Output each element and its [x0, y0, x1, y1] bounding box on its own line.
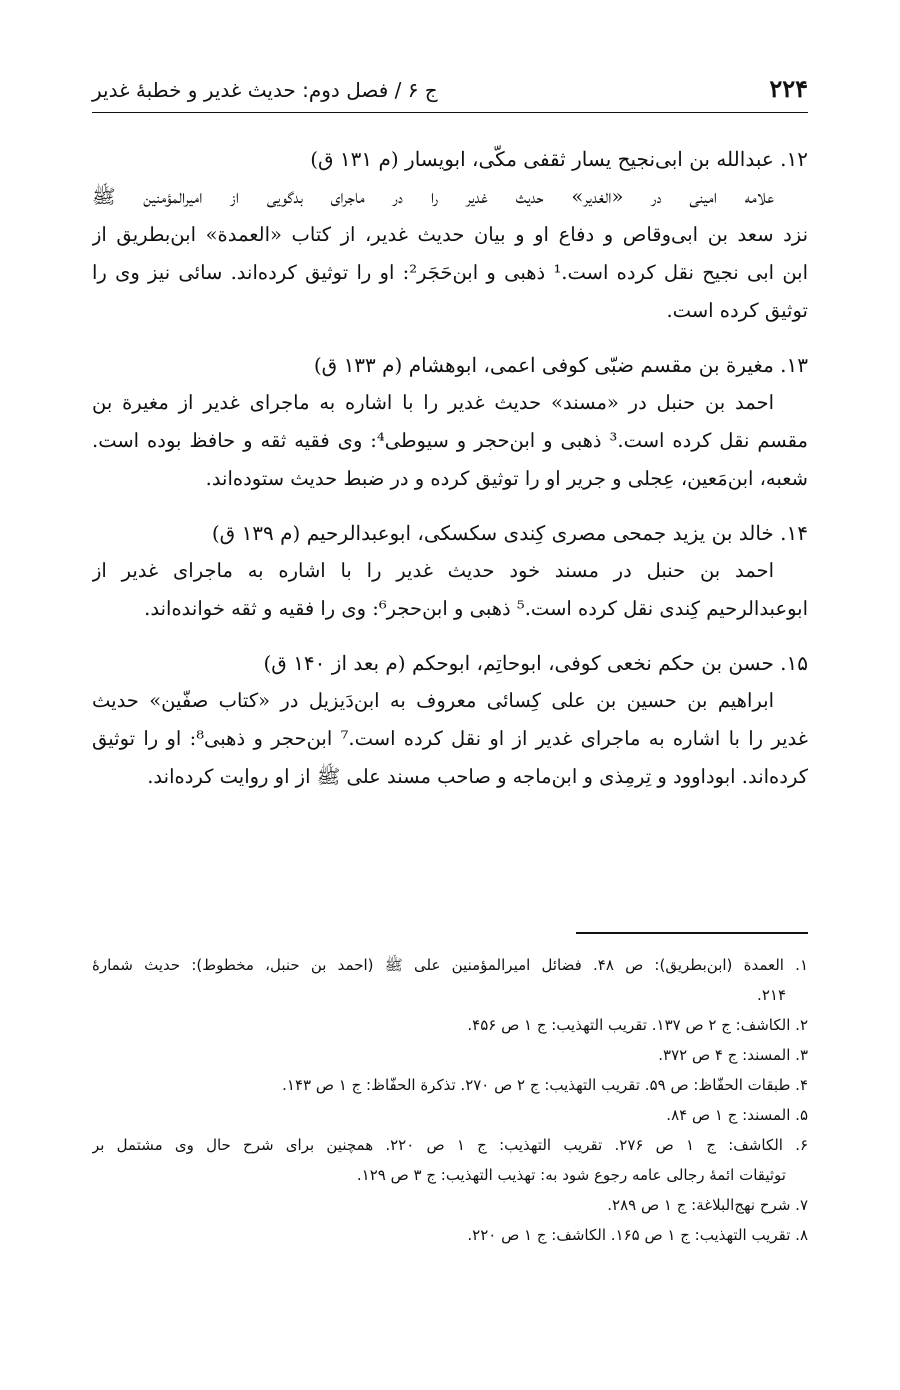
entry-12: [92, 140, 808, 330]
paragraph-line: غدیر را با اشاره به ماجرای غدیر از او نقل کرده است.⁷ ابن‌حجر و ذهبی⁸: او را توثیق: [92, 727, 808, 750]
page-header: [92, 70, 808, 113]
paragraph-line: ابراهیم بن حسین بن علی کِسائی معروف به ابن‌دَیزیل در «کتاب صفّین» حدیث: [92, 689, 774, 712]
paragraph-line: احمد بن حنبل در مسند خود حدیث غدیر را با اشاره به ماجرای غدیر از: [92, 559, 774, 582]
entry-heading: ۱۳. مغیرة بن مقسم ضبّی کوفی اعمی، ابوهشام (م ۱۳۳ ق): [313, 353, 808, 377]
entry-heading: ۱۴. خالد بن یزید جمحی مصری کِندی سکسکی، ابوعبدالرحیم (م ۱۳۹ ق): [211, 521, 808, 545]
footnote-1: ۱. العمدة (ابن‌بطریق): ص ۴۸. فضائل امیرالمؤمنین علی ﷺ (احمد بن حنبل، مخطوط): حدیث شمارهٔ: [92, 956, 808, 974]
paragraph-line: شعبه، ابن‌مَعین، عِجلی و جریر او را توثیق کرده و در ضبط حدیث ستوده‌اند.: [205, 467, 808, 490]
entry-15: [92, 644, 808, 796]
paragraph-line: توثیق کرده است.: [666, 299, 808, 322]
footnote-divider: [576, 932, 808, 934]
entry-heading: ۱۵. حسن بن حکم نخعی کوفی، ابوحاتِم، ابوحکم (م بعد از ۱۴۰ ق): [263, 651, 808, 675]
paragraph-line: ابن ابی نجیح نقل کرده است.¹ ذهبی و ابن‌حَجَر²: او را توثیق کرده‌اند. سائی نیز وی را: [92, 261, 808, 284]
footnotes: [92, 950, 808, 1250]
paragraph-line: ابوعبدالرحیم کِندی نقل کرده است.⁵ ذهبی و ابن‌حجر⁶: وی را فقیه و ثقه خوانده‌اند.: [144, 597, 808, 620]
paragraph-line: کرده‌اند. ابوداوود و تِرمِذی و ابن‌ماجه و صاحب مسند علی ﷺ از او روایت کرده‌اند.: [147, 765, 808, 788]
running-title: ج ۶ / فصل دوم: حدیث غدیر و خطبهٔ غدیر: [92, 78, 438, 102]
entry-14: [92, 514, 808, 628]
paragraph-line: مقسم نقل کرده است.³ ذهبی و ابن‌حجر و سیوطی⁴: وی فقیه ثقه و حافظ بوده است.: [92, 429, 808, 452]
entry-13: [92, 346, 808, 498]
entry-heading: ۱۲. عبدالله بن ابی‌نجیح یسار ثقفی مکّی، ابویسار (م ۱۳۱ ق): [310, 147, 808, 171]
paragraph-line: احمد بن حنبل در «مسند» حدیث غدیر را با اشاره به ماجرای غدیر از مغیرة بن: [92, 391, 774, 414]
footnote-7: ۷. شرح نهج‌البلاغة: ج ۱ ص ۲۸۹.: [607, 1196, 808, 1214]
footnote-1-cont: ۲۱۴.: [757, 986, 786, 1004]
footnote-8: ۸. تقریب التهذیب: ج ۱ ص ۱۶۵. الکاشف: ج ۱ ص ۲۲۰.: [467, 1226, 808, 1244]
page-number: ۲۲۴: [769, 74, 808, 103]
paragraph-line: نزد سعد بن ابی‌وقاص و دفاع او و بیان حدیث غدیر، از کتاب «العمدة» ابن‌بطریق از: [92, 223, 808, 246]
footnote-6: ۶. الکاشف: ج ۱ ص ۲۷۶. تقریب التهذیب: ج ۱ ص ۲۲۰. همچنین برای شرح حال وی مشتمل بر: [92, 1136, 808, 1154]
footnote-2: ۲. الکاشف: ج ۲ ص ۱۳۷. تقریب التهذیب: ج ۱ ص ۴۵۶.: [467, 1016, 808, 1034]
footnote-5: ۵. المسند: ج ۱ ص ۸۴.: [666, 1106, 808, 1124]
footnote-6-cont: توثیقات ائمهٔ رجالی عامه رجوع شود به: تهذیب التهذیب: ج ۳ ص ۱۲۹.: [356, 1166, 786, 1184]
paragraph-line: علامه امینی در «الغدیر» حدیث غدیر را در ماجرای بدگویی از امیرالمؤمنین ﷺ: [92, 185, 774, 208]
footnote-4: ۴. طبقات الحفّاظ: ص ۵۹. تقریب التهذیب: ج ۲ ص ۲۷۰. تذکرة الحفّاظ: ج ۱ ص ۱۴۳.: [282, 1076, 808, 1094]
main-text: [92, 140, 808, 812]
footnote-3: ۳. المسند: ج ۴ ص ۳۷۲.: [658, 1046, 808, 1064]
